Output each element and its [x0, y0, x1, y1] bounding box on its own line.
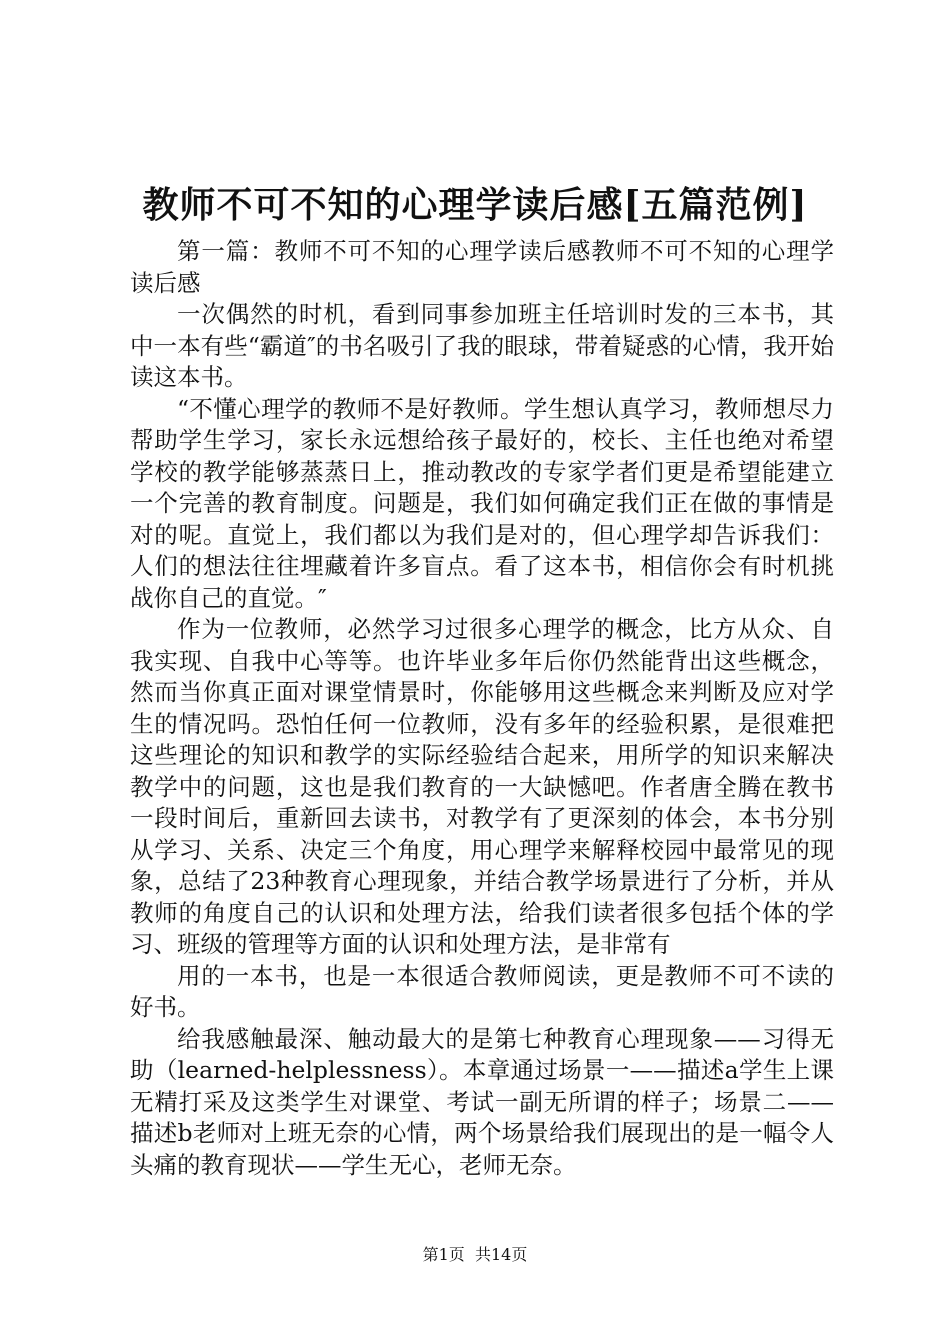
page-total: 共14页: [474, 1245, 528, 1264]
paragraph: “不懂心理学的教师不是好教师。学生想认真学习，教师想尽力帮助学生学习，家长永远想给孩子最好的，校长、主任也绝对希望学校的教学能够蒸蒸日上，推动教改的专家学者们更是希望能建立一个完善的教育制度。问题是，我们如何确定我们正在做的事情是对的呢。直觉上，我们都以为我们是对的，但心理学却告诉我们：人们的想法往往埋藏着许多盲点。看了这本书，相信你会有时机挑战你自己的直觉。″: [130, 394, 834, 612]
paragraph: 用的一本书，也是一本很适合教师阅读，更是教师不可不读的好书。: [130, 961, 834, 1021]
paragraph: 给我感触最深、触动最大的是第七种教育心理现象——习得无助（learned-helplessness）。本章通过场景一——描述a学生上课无精打采及这类学生对课堂、考试一副无所谓的样子；场景二——描述b老师对上班无奈的心情，两个场景给我们展现出的是一幅令人头痛的教育现状——学生无心，老师无奈。: [130, 1024, 834, 1179]
document-title: 教师不可不知的心理学读后感[五篇范例]: [142, 184, 808, 226]
paragraph: 一次偶然的时机，看到同事参加班主任培训时发的三本书，其中一本有些“霸道″的书名吸引了我的眼球，带着疑惑的心情，我开始读这本书。: [130, 300, 834, 391]
paragraph: 第一篇：教师不可不知的心理学读后感教师不可不知的心理学读后感: [130, 237, 834, 297]
paragraph: 作为一位教师，必然学习过很多心理学的概念，比方从众、自我实现、自我中心等等。也许毕业多年后你仍然能背出这些概念，然而当你真正面对课堂情景时，你能够用这些概念来判断及应对学生的情况吗。恐怕任何一位教师，没有多年的经验积累，是很难把这些理论的知识和教学的实际经验结合起来，用所学的知识来解决教学中的问题，这也是我们教育的一大缺憾吧。作者唐全腾在教书一段时间后，重新回去读书，对教学有了更深刻的体会，本书分别从学习、关系、决定三个角度，用心理学来解释校园中最常见的现象，总结了23种教育心理现象，并结合教学场景进行了分析，并从教师的角度自己的认识和处理方法，给我们读者很多包括个体的学习、班级的管理等方面的认识和处理方法，是非常有: [130, 615, 834, 958]
page-footer: [0, 1243, 950, 1267]
document-body: [130, 236, 834, 1181]
page-number: 第1页: [422, 1245, 465, 1264]
